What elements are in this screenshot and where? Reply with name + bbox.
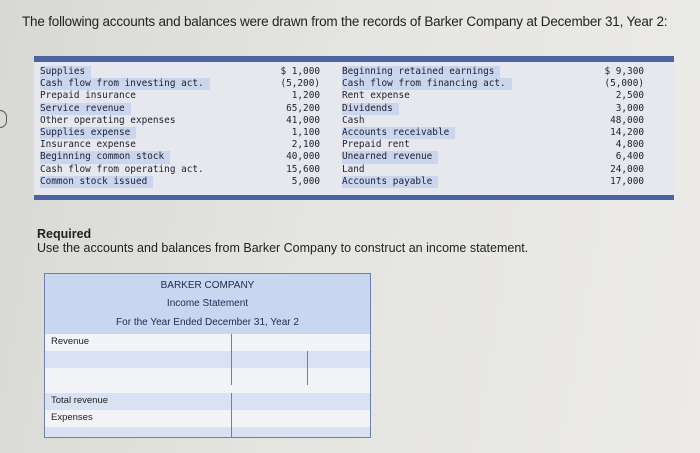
expense-entry-row[interactable] [44,427,371,438]
statement-period: For the Year Ended December 31, Year 2 [116,317,299,328]
revenue-label: Revenue [51,336,90,347]
required-section [37,227,528,255]
total-revenue-label: Total revenue [51,395,109,406]
account-name: Dividends [342,103,399,115]
right-account-amounts [584,66,644,188]
revenue-amount-cell[interactable] [231,368,307,385]
account-amount: 24,000 [610,163,644,175]
account-amount: 1,100 [291,126,320,138]
panel-top-bar [34,56,674,62]
revenue-total-cell[interactable] [307,351,371,368]
account-amount: 40,000 [286,151,320,163]
account-amount: $ 1,000 [280,66,320,77]
account-amount: $ 9,300 [604,66,644,77]
income-statement-form [44,273,371,438]
required-instructions: Use the accounts and balances from Barker Company to construct an income statement. [37,241,529,255]
page-edge-tab [0,110,7,128]
column-divider [231,427,232,437]
account-amount: 14,200 [610,126,644,138]
right-account-names [342,66,552,188]
account-name: Accounts receivable [342,127,455,139]
total-revenue-row[interactable] [44,393,371,411]
account-name: Prepaid insurance [40,90,136,102]
account-amount: 41,000 [286,114,320,126]
account-amount: (5,200) [280,78,320,90]
revenue-amount-cell[interactable] [231,351,307,368]
account-name: Insurance expense [40,139,136,151]
account-amount: 15,600 [286,163,320,175]
expenses-row [44,410,371,428]
account-name: Common stock issued [40,176,153,188]
account-name: Accounts payable [342,176,438,188]
account-name: Service revenue [40,103,131,115]
account-amount: 3,000 [615,102,644,114]
account-name: Cash flow from financing act. [342,78,512,90]
account-amount: 4,800 [615,139,644,151]
column-divider [231,410,232,427]
account-amount: 2,100 [291,139,320,151]
panel-bottom-bar [34,195,674,200]
company-name: BARKER COMPANY [160,280,255,291]
account-amount: 2,500 [615,90,644,102]
account-name: Cash flow from operating act. [40,163,204,175]
statement-title: Income Statement [166,298,249,309]
revenue-total-cell[interactable] [307,368,371,385]
account-amount: 6,400 [615,151,644,163]
revenue-entry-row[interactable] [44,351,371,369]
left-account-names [40,66,250,188]
required-heading: Required [37,227,92,241]
account-amount: (5,000) [604,78,644,90]
account-name: Rent expense [342,90,410,102]
account-amount: 17,000 [610,175,644,187]
account-name: Unearned revenue [342,151,438,163]
left-account-amounts [264,66,320,188]
account-amount: 5,000 [291,175,320,187]
account-name: Land [342,163,365,175]
account-name: Cash flow from investing act. [40,78,210,90]
account-name: Beginning common stock [40,151,170,163]
column-divider [231,393,232,410]
column-divider [231,334,232,351]
account-balances-panel [34,56,674,200]
account-amount: 1,200 [291,90,320,102]
revenue-row [44,334,371,352]
expenses-label: Expenses [51,412,93,423]
account-name: Supplies expense [40,127,136,139]
account-name: Cash [342,114,365,126]
intro-text: The following accounts and balances were drawn from the records of Barker Company at December 31, Year 2: [22,14,668,29]
account-amount: 65,200 [286,102,320,114]
account-name: Supplies [40,66,91,78]
account-name: Other operating expenses [40,114,176,126]
account-name: Beginning retained earnings [342,66,500,78]
account-amount: 48,000 [610,114,644,126]
statement-header [44,273,371,335]
account-name: Prepaid rent [342,139,410,151]
